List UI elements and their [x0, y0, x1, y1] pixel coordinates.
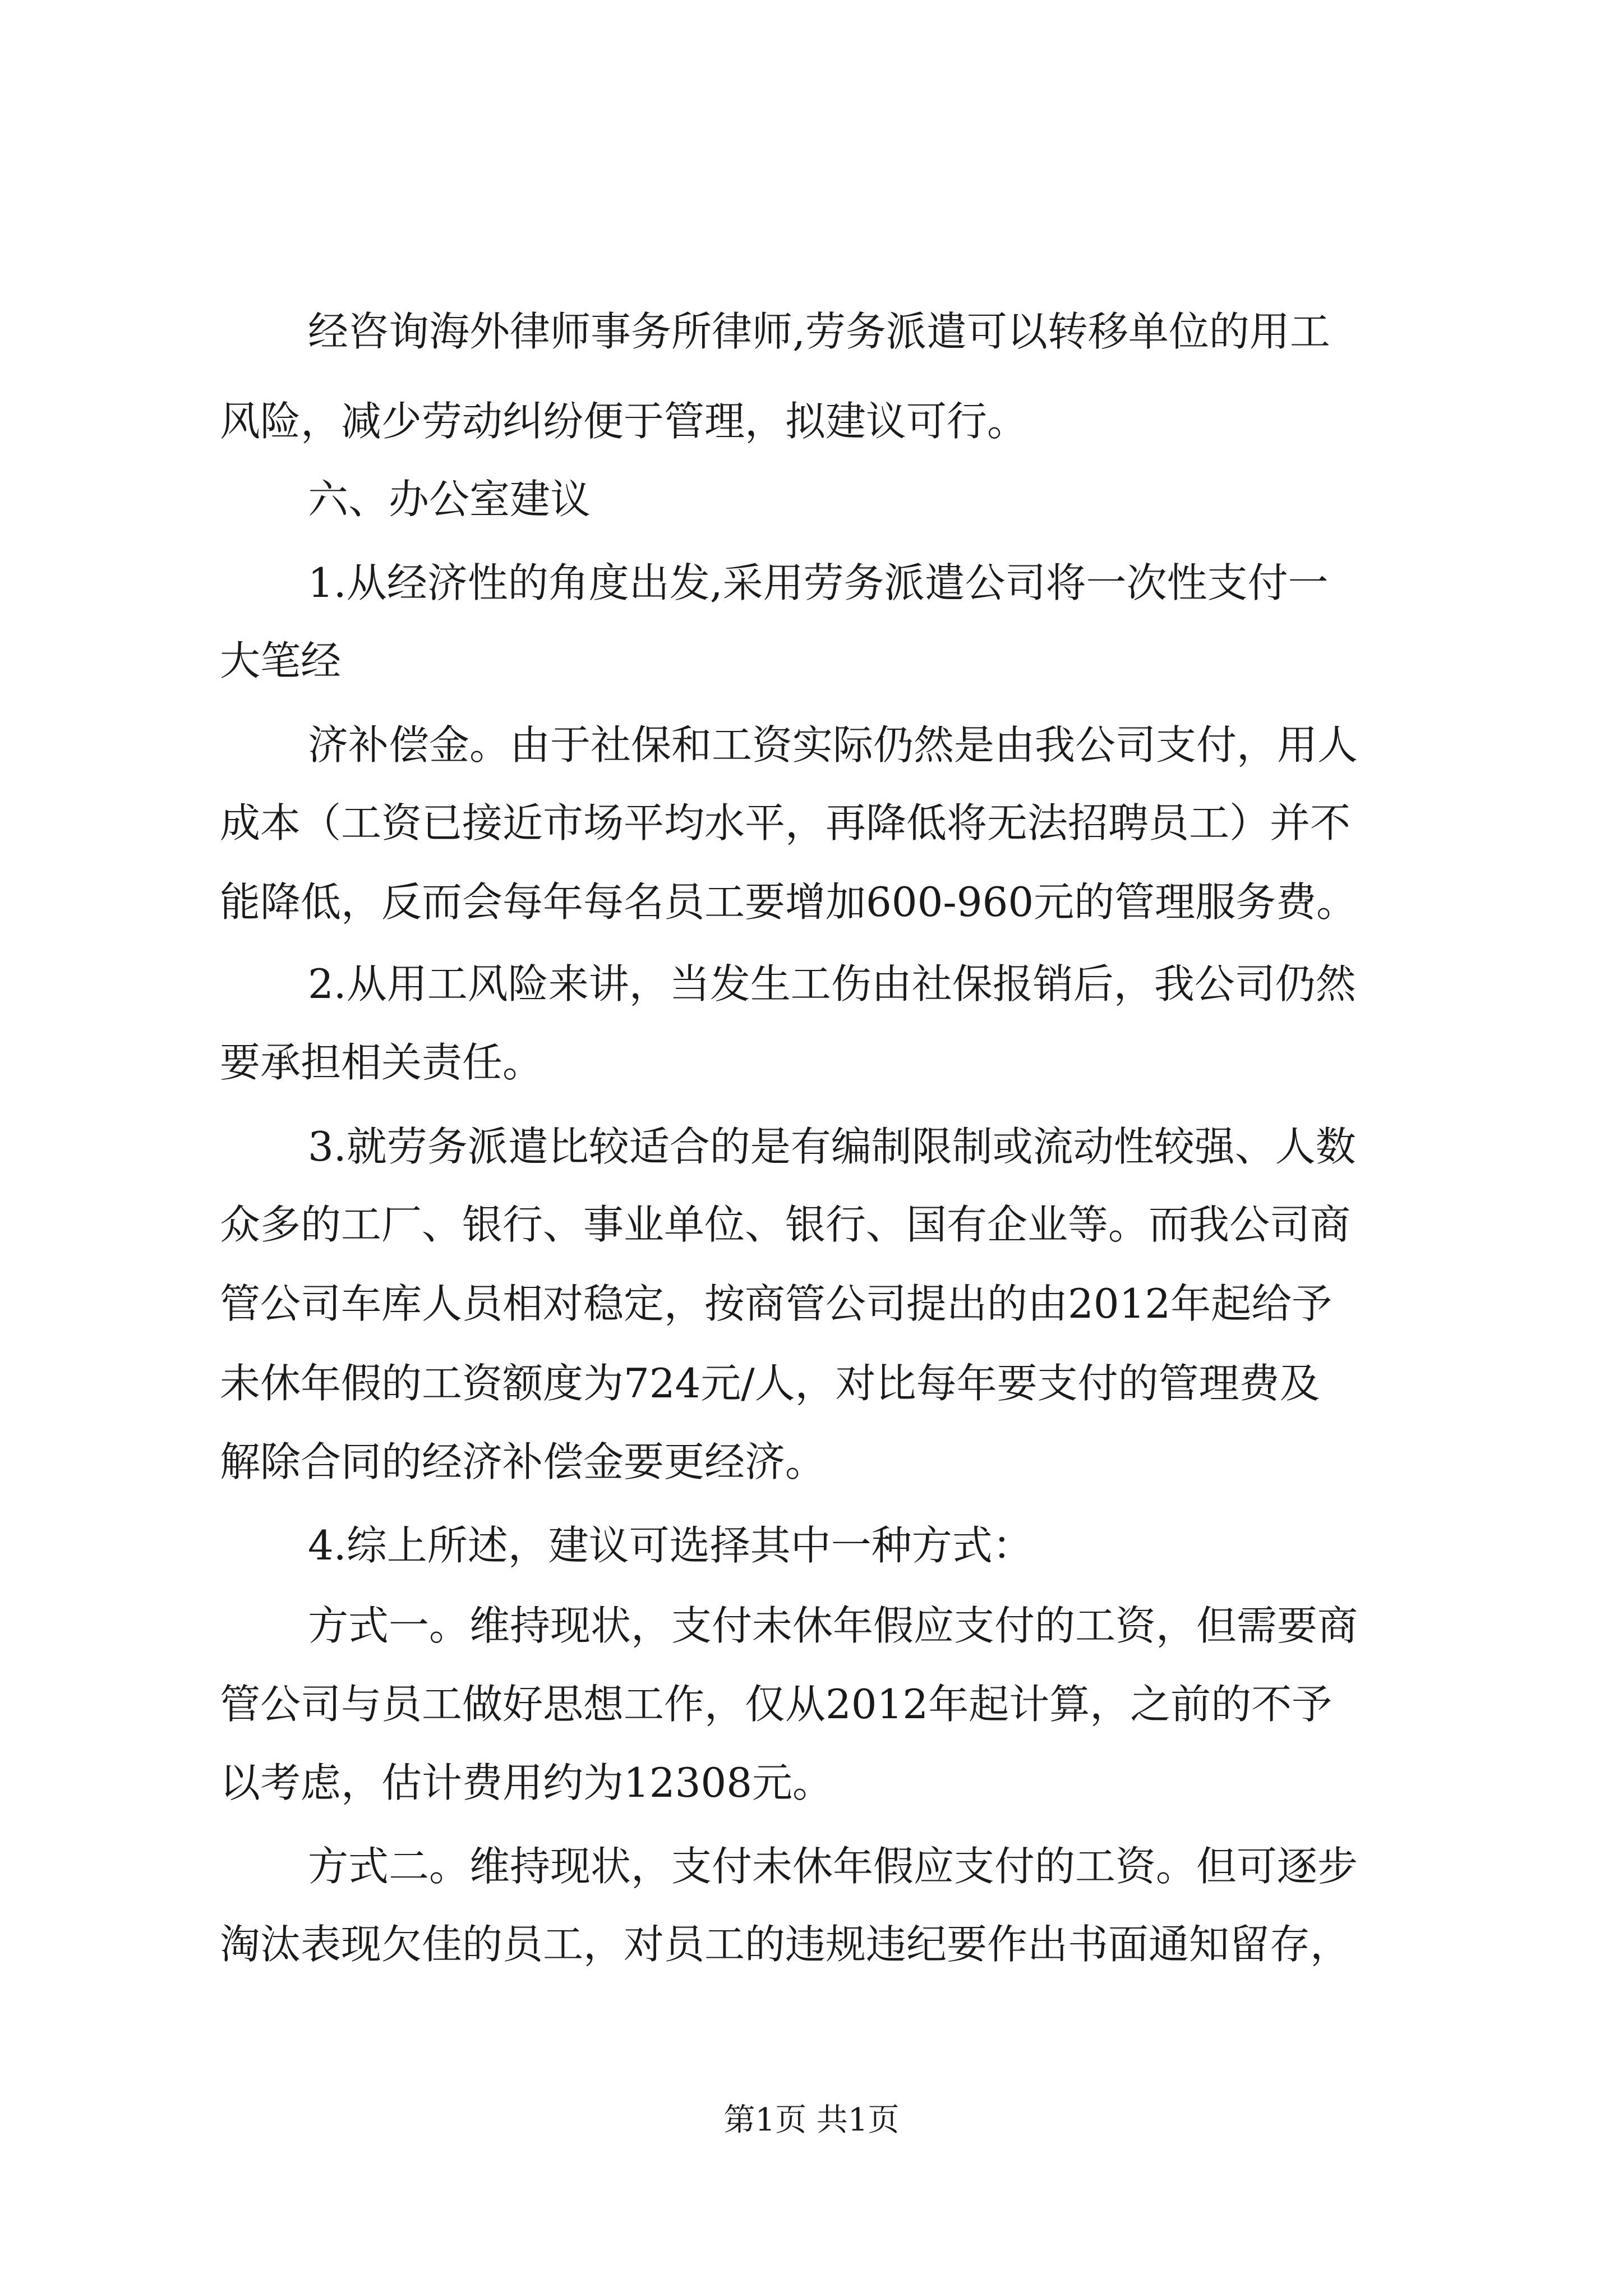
text-line: 管公司车库人员相对稳定，按商管公司提出的由2012年起给予 [220, 1280, 1332, 1327]
text-line: 3.就劳务派遣比较适合的是有编制限制或流动性较强、人数 [308, 1123, 1356, 1170]
text-line: 管公司与员工做好思想工作，仅从2012年起计算，之前的不予 [220, 1681, 1332, 1728]
text-line: 4.综上所述，建议可选择其中一种方式： [308, 1522, 1033, 1569]
text-line: 解除合同的经济补偿金要更经济。 [220, 1438, 826, 1485]
text-line: 成本（工资已接近市场平均水平，再降低将无法招聘员工）并不 [220, 799, 1351, 846]
text-line: 1.从经济性的角度出发,采用劳务派遣公司将一次性支付一 [308, 559, 1329, 606]
text-line: 未休年假的工资额度为724元/人，对比每年要支付的管理费及 [220, 1360, 1320, 1407]
text-line: 经咨询海外律师事务所律师,劳务派遣可以转移单位的用工 [308, 308, 1330, 355]
text-line: 众多的工厂、银行、事业单位、银行、国有企业等。而我公司商 [220, 1201, 1351, 1248]
section-heading: 六、办公室建议 [308, 476, 591, 523]
text-line: 风险，减少劳动纠纷便于管理，拟建议可行。 [220, 398, 1028, 445]
text-line: 大笔经 [220, 637, 342, 684]
text-line: 以考虑，估计费用约为12308元。 [220, 1759, 833, 1806]
page-number-footer: 第1页 共1页 [723, 2102, 900, 2138]
text-line: 方式一。维持现状，支付未休年假应支付的工资，但需要商 [308, 1602, 1358, 1649]
text-line: 要承担相关责任。 [220, 1039, 543, 1086]
text-line: 济补偿金。由于社保和工资实际仍然是由我公司支付，用人 [308, 721, 1358, 769]
text-line: 能降低，反而会每年每名员工要增加600-960元的管理服务费。 [220, 878, 1357, 926]
text-line: 淘汰表现欠佳的员工，对员工的违规违纪要作出书面通知留存， [220, 1921, 1351, 1968]
text-line: 方式二。维持现状，支付未休年假应支付的工资。但可逐步 [308, 1843, 1358, 1890]
text-line: 2.从用工风险来讲，当发生工伤由社保报销后，我公司仍然 [308, 960, 1356, 1007]
